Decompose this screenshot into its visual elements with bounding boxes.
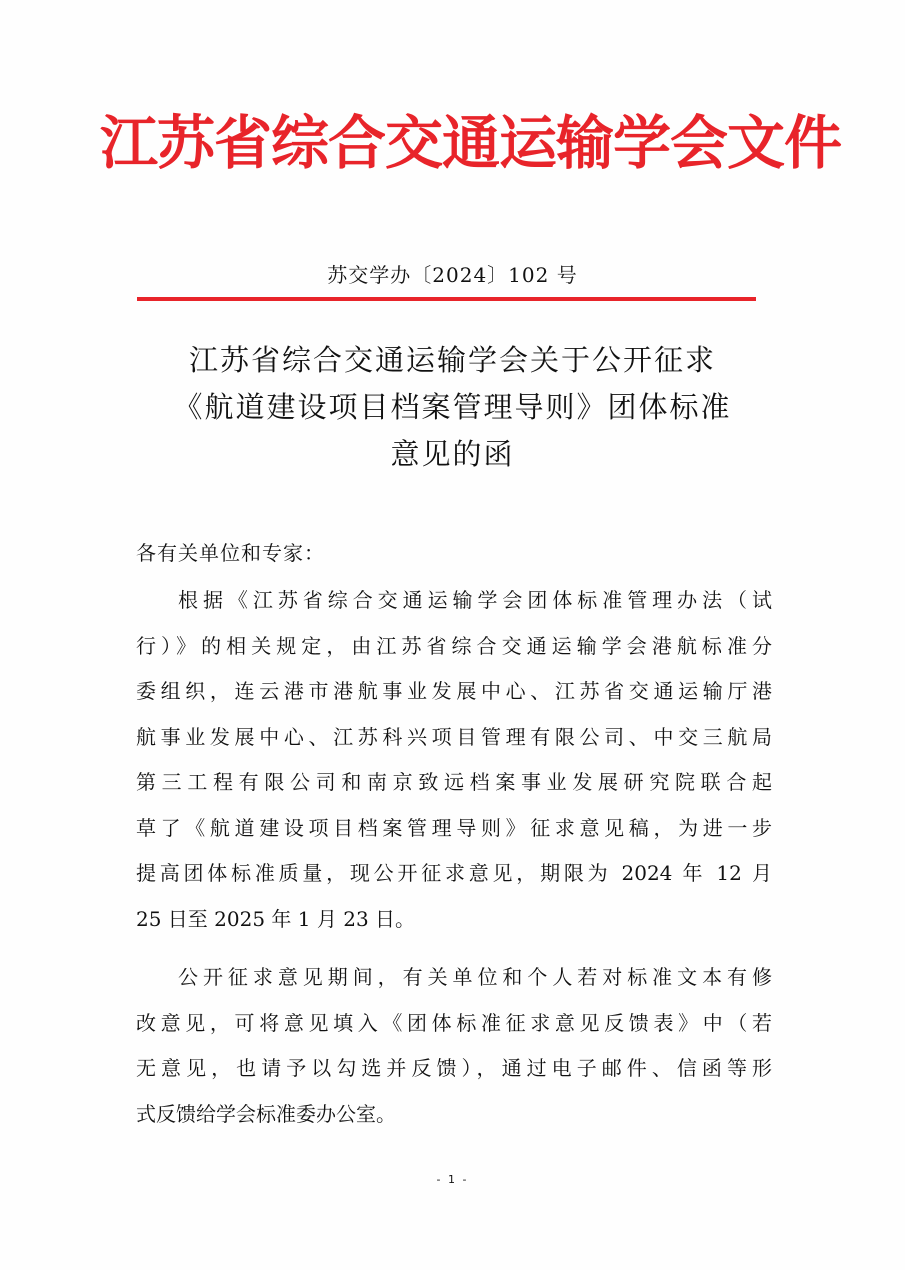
paragraph-line: 式反馈给学会标准委办公室。 <box>136 1101 396 1126</box>
paragraph-line: 提高团体标准质量，现公开征求意见，期限为 2024 年 12 月 <box>136 861 772 885</box>
paragraph-line: 行）》的相关规定，由江苏省综合交通运输学会港航标准分 <box>136 633 772 658</box>
paragraph-line: 草了《航道建设项目档案管理导则》征求意见稿，为进一步 <box>136 815 772 840</box>
paragraph-line: 无意见，也请予以勾选并反馈），通过电子邮件、信函等形 <box>136 1056 772 1080</box>
title-line-3: 意见的函 <box>390 437 515 471</box>
paragraph-line: 委组织，连云港市港航事业发展中心、江苏省交通运输厅港 <box>136 679 772 703</box>
title-line-2: 《航道建设项目档案管理导则》团体标准 <box>173 390 732 424</box>
salutation: 各有关单位和专家： <box>136 541 325 565</box>
paragraph-line: 改意见，可将意见填入《团体标准征求意见反馈表》中（若 <box>136 1010 772 1035</box>
document-title <box>100 337 805 478</box>
document-number: 苏交学办〔2024〕102 号 <box>327 263 578 287</box>
document-masthead: 江苏省综合交通运输学会文件 <box>100 109 842 177</box>
paragraph-2 <box>136 955 772 1137</box>
red-divider-line <box>137 297 756 301</box>
title-line-1: 江苏省综合交通运输学会关于公开征求 <box>188 343 716 377</box>
paragraph-1 <box>136 578 772 942</box>
paragraph-line: 公开征求意见期间，有关单位和个人若对标准文本有修 <box>178 965 772 989</box>
paragraph-line: 航事业发展中心、江苏科兴项目管理有限公司、中交三航局 <box>136 724 772 749</box>
paragraph-line: 第三工程有限公司和南京致远档案事业发展研究院联合起 <box>136 770 772 794</box>
page-number: - 1 - <box>436 1173 469 1186</box>
paragraph-line: 25 日至 2025 年 1 月 23 日。 <box>136 906 416 931</box>
paragraph-line: 根据《江苏省综合交通运输学会团体标准管理办法（试 <box>178 588 772 612</box>
